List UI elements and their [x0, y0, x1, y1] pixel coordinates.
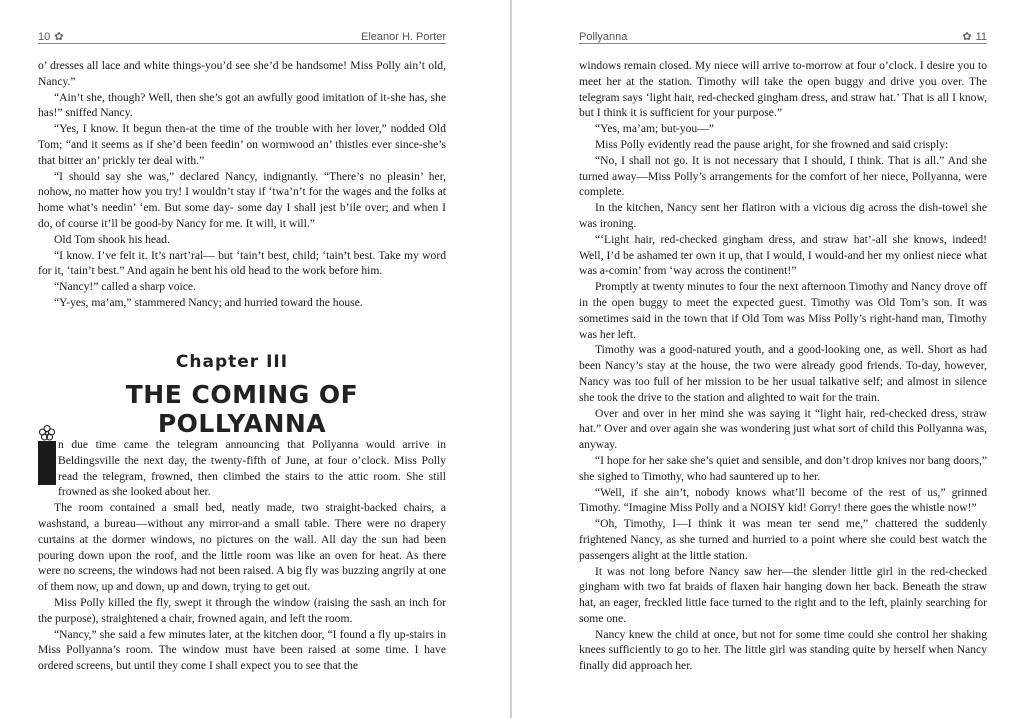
paragraph: windows remain closed. My niece will arrive to-morrow at four o’clock. I desire you to meet her at the station. Timothy will take the open buggy and drive you over. The telegram says ‘light hair, red-checked gingham dress, and straw hat.’ That is all I know, but I think it is sufficient for your purpose.” — [579, 59, 987, 120]
paragraph: Nancy knew the child at once, but not for some time could she control her shaking knees sufficiently to go to her. The little girl was standing quite by herself when Nancy finally did approach her. — [579, 627, 987, 673]
paragraph: Over and over in her mind she was saying it “light hair, red-checked dress, straw hat.” Over and over again she was wondering just what sort of child this Pollyanna was, anyway. — [579, 406, 987, 452]
paragraph: “No, I shall not go. It is not necessary that I should, I think. That is all.” And she turned away—Miss Polly’s arrangements for the comfort of her niece, Pollyanna, were complete. — [579, 153, 987, 199]
paragraph: “I should say she was,” declared Nancy, indignantly. “There’s no pleasin’ her, nohow, no matter how you try! I wouldn’t stay if ‘twa’n’t for the wages and the folks at home what’s needin’ ‘em. But some day- some day I shall jest b’ile over; and when I do, of course it’ll be good-by Nancy for me. It will, it will.” — [38, 169, 446, 230]
paragraph: “Yes, ma’am; but-you—” — [595, 122, 714, 136]
flower-ornament-icon: ✿ — [54, 31, 64, 43]
paragraph: “I know. I’ve felt it. It’s nart’ral— but ‘tain’t best, child; ‘tain’t best. Take my word for it, ‘tain’t best.” And again he bent his old head to the work before him. — [38, 248, 446, 278]
left-page-number: 10 — [38, 31, 51, 43]
paragraph: “I hope for her sake she’s quiet and sensible, and don’t drop knives nor bang doors,” she sighed to Timothy, who had sauntered up to her. — [579, 453, 987, 483]
paragraph: “Well, if she ain’t, nobody knows what’ll become of the rest of us,” grinned Timothy. “Imagine Miss Polly and a NOISY kid! Gorry! there goes the whistle now!” — [579, 485, 987, 515]
chapter-title: THE COMING OF POLLYANNA — [125, 380, 359, 438]
paragraph: “Oh, Timothy, I—I think it was mean ter send me,” chattered the suddenly frightened Nancy, as she turned and hurried to a point where she could best watch the passengers alight at the little station. — [579, 517, 987, 562]
paragraph: n due time came the telegram announcing that Pollyanna would arrive in Beldingsville the next day, the twenty-fifth of June, at four o’clock. Miss Polly read the telegram, frowned, then climbed the stairs to the attic room. She still frowned as she looked about her. — [58, 438, 446, 499]
paragraph: In the kitchen, Nancy sent her flatiron with a vicious dig across the dish-towel she was ironing. — [579, 201, 987, 230]
left-page — [0, 0, 510, 718]
paragraph: Miss Polly killed the fly, swept it through the window (raising the sash an inch for the purpose), straightened a chair, frowned again, and left the room. — [38, 595, 446, 625]
right-page — [512, 0, 1021, 718]
paragraph: “Yes, I know. It begun then-at the time of the trouble with her lover,” nodded Old Tom; “and it seems as if she’d been feedin’ on wormwood an’ thistles ever since-she’s that bitter an’ prickly ter deal with.” — [38, 122, 446, 167]
paragraph: “Y-yes, ma’am,” stammered Nancy; and hurried toward the house. — [54, 295, 363, 309]
paragraph: “‘Light hair, red-checked gingham dress, and straw hat’-all she knows, indeed! Well, I’d be ashamed ter own it up, that I would, I would-and her my onliest niece what was a-comin’ from ‘way across the continent!” — [579, 232, 987, 278]
right-page-number: 11 — [975, 31, 987, 43]
paragraph: o’ dresses all lace and white things-you’d see she’d be handsome! Miss Polly ain’t old, Nancy.” — [38, 59, 446, 88]
paragraph: It was not long before Nancy saw her—the slender little girl in the red-checked gingham with two fat braids of flaxen hair hanging down her back. Beneath the straw hat, an eager, freckled little face turned to the right and to the left, plainly searching for some one. — [579, 564, 987, 625]
right-text-block — [579, 58, 987, 674]
left-running-header — [38, 29, 446, 44]
flower-ornament-icon: ✿ — [962, 31, 972, 43]
paragraph: Miss Polly evidently read the pause aright, for she frowned and said crisply: — [595, 137, 949, 151]
paragraph: Old Tom shook his head. — [54, 232, 170, 246]
paragraph: “Nancy,” she said a few minutes later, at the kitchen door, “I found a fly up-stairs in Miss Pollyanna’s room. The window must have been raised at some time. I have ordered screens, but until they come I shall expect you to see that the — [38, 627, 446, 673]
paragraph: Timothy was a good-natured youth, and a good-looking one, as well. Short as had been Nancy’s stay at the house, the two were already good friends. To-day, however, Nancy was too full of her mission to be her usual talkative self; and almost in silence she took the drive to the station and alighted to wait for the train. — [579, 343, 987, 404]
author-name: Eleanor H. Porter — [361, 31, 446, 43]
book-title: Pollyanna — [579, 31, 628, 43]
paragraph: The room contained a small bed, neatly made, two straight-backed chairs, a washstand, a bureau—without any mirror-and a small table. There were no drapery curtains at the dormer windows, no pictures on the wall. All day the sun had been pouring down upon the roof, and the little room was like an oven for heat. As there were no screens, the windows had not been raised. A big fly was buzzing angrily at one of them now, up and down, up and down, trying to get out. — [38, 501, 446, 594]
paragraph: “Nancy!” called a sharp voice. — [54, 280, 196, 294]
left-text-block — [38, 58, 446, 311]
chapter-label: Chapter III — [175, 352, 289, 372]
right-running-header — [579, 29, 987, 44]
chapter-text-block — [38, 437, 446, 674]
paragraph: Promptly at twenty minutes to four the next afternoon Timothy and Nancy drove off in the open buggy to meet the expected guest. Timothy was Old Tom’s son. It was sometimes said in the town that if Old Tom was Miss Polly’s right-hand man, Timothy was her left. — [579, 280, 987, 341]
paragraph: “Ain’t she, though? Well, then she’s got an awfully good imitation of it-she has, she has!” sniffed Nancy. — [38, 90, 446, 120]
